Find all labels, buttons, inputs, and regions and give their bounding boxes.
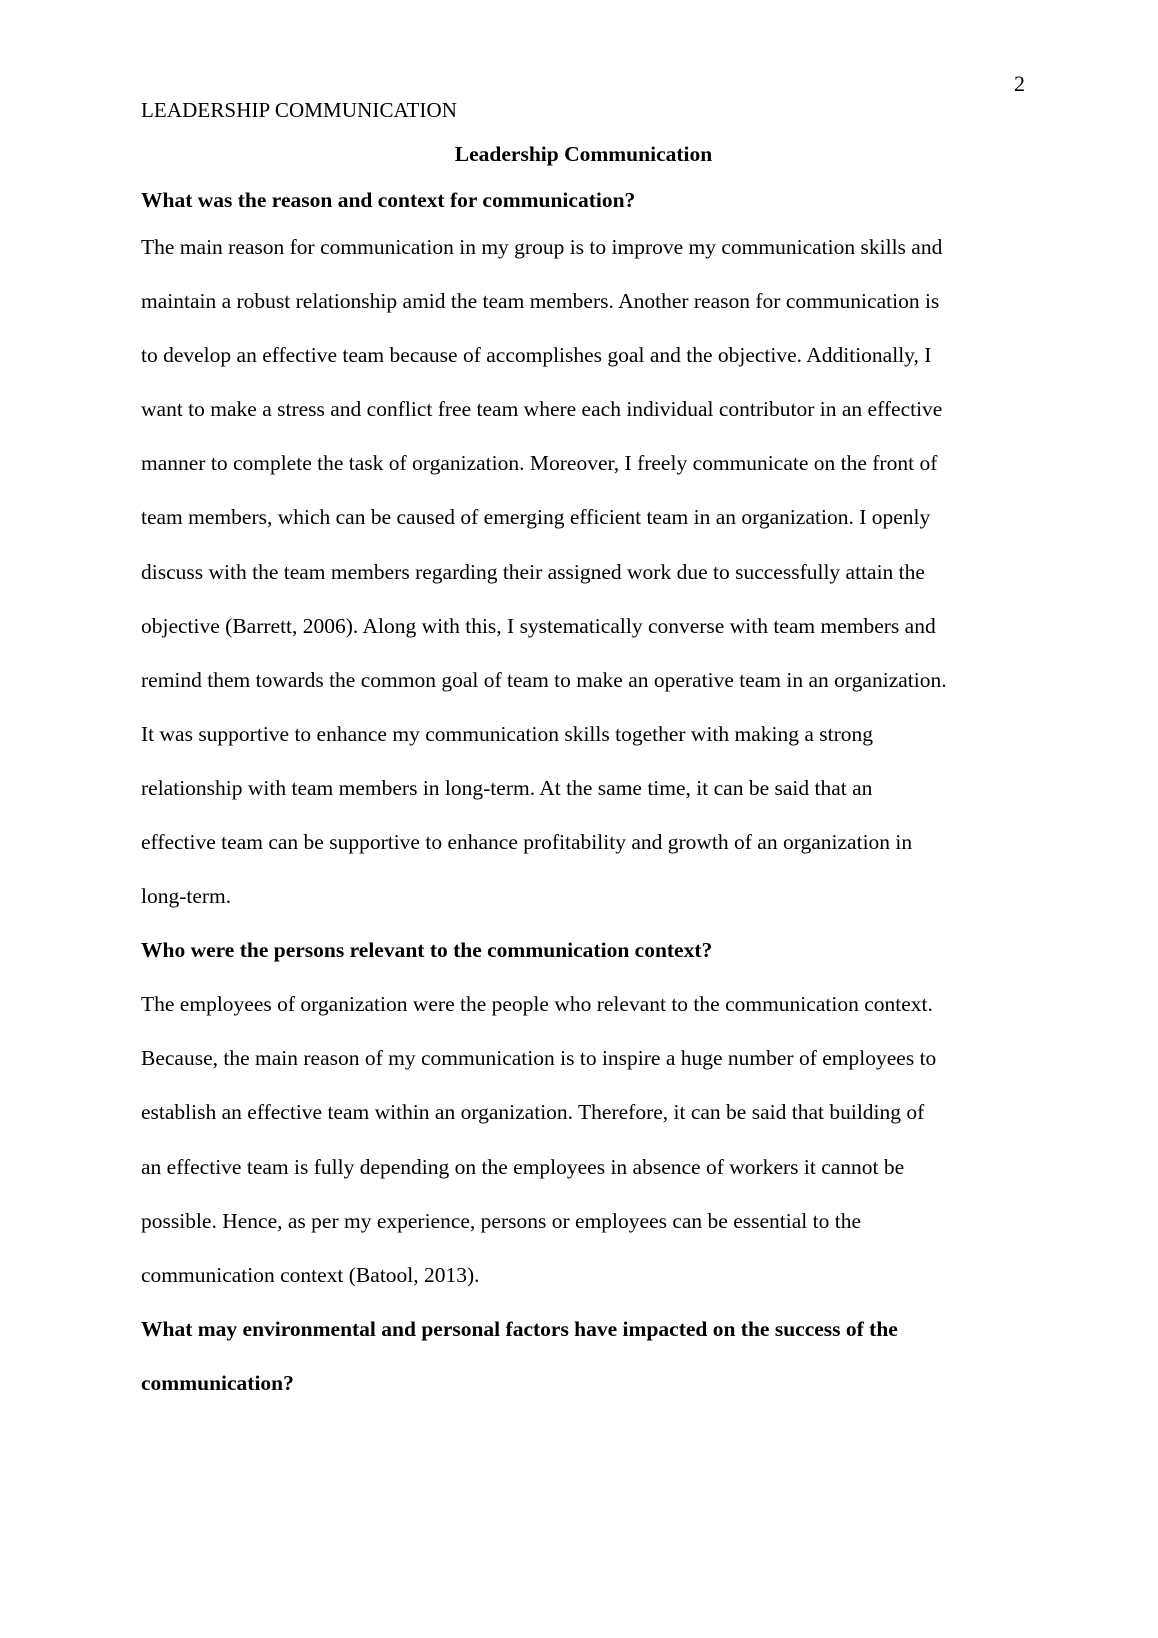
paragraph-line: team members, which can be caused of emerging efficient team in an organization. I openly [141, 505, 931, 530]
section-paragraph [141, 977, 1026, 1302]
paragraph-line: to develop an effective team because of accomplishes goal and the objective. Additionally, I [141, 343, 932, 368]
paragraph-line: objective (Barrett, 2006). Along with this, I systematically converse with team members and [141, 613, 936, 638]
document-title: Leadership Communication [454, 142, 713, 166]
paragraph-line: an effective team is fully depending on the employees in absence of workers it cannot be [141, 1154, 905, 1179]
paragraph-line: relationship with team members in long-term. At the same time, it can be said that an [141, 775, 873, 800]
paragraph-line: want to make a stress and conflict free team where each individual contributor in an effective [141, 397, 943, 422]
paragraph-line: establish an effective team within an organization. Therefore, it can be said that building of [141, 1100, 925, 1125]
section-heading-line: Who were the persons relevant to the communication context? [141, 938, 713, 963]
running-head: LEADERSHIP COMMUNICATION [141, 98, 458, 122]
paragraph-line: discuss with the team members regarding their assigned work due to successfully attain the [141, 559, 925, 584]
paragraph-line: The main reason for communication in my group is to improve my communication skills and [141, 235, 943, 259]
section-heading [141, 1302, 1026, 1410]
paragraph-line: It was supportive to enhance my communication skills together with making a strong [141, 721, 874, 746]
paragraph-line: maintain a robust relationship amid the team members. Another reason for communication is [141, 289, 940, 314]
section-heading [141, 923, 1026, 977]
document-body [141, 136, 1026, 1410]
paragraph-line: effective team can be supportive to enhance profitability and growth of an organization in [141, 830, 913, 855]
paragraph-line: possible. Hence, as per my experience, persons or employees can be essential to the [141, 1208, 861, 1233]
section-heading-line: What may environmental and personal factors have impacted on the success of the [141, 1316, 898, 1341]
section-heading [141, 180, 1026, 220]
paragraph-line: remind them towards the common goal of team to make an operative team in an organization. [141, 667, 947, 692]
page-number: 2 [1014, 71, 1025, 96]
section-heading-line: What was the reason and context for communication? [141, 188, 636, 212]
paragraph-line: The employees of organization were the people who relevant to the communication context. [141, 992, 933, 1017]
section-heading-line: communication? [141, 1370, 294, 1395]
paragraph-line: communication context (Batool, 2013). [141, 1262, 480, 1287]
paragraph-line: Because, the main reason of my communication is to inspire a huge number of employees to [141, 1046, 937, 1071]
section-paragraph [141, 220, 1026, 923]
paragraph-line: long-term. [141, 884, 232, 909]
paragraph-line: manner to complete the task of organization. Moreover, I freely communicate on the front of [141, 451, 938, 476]
